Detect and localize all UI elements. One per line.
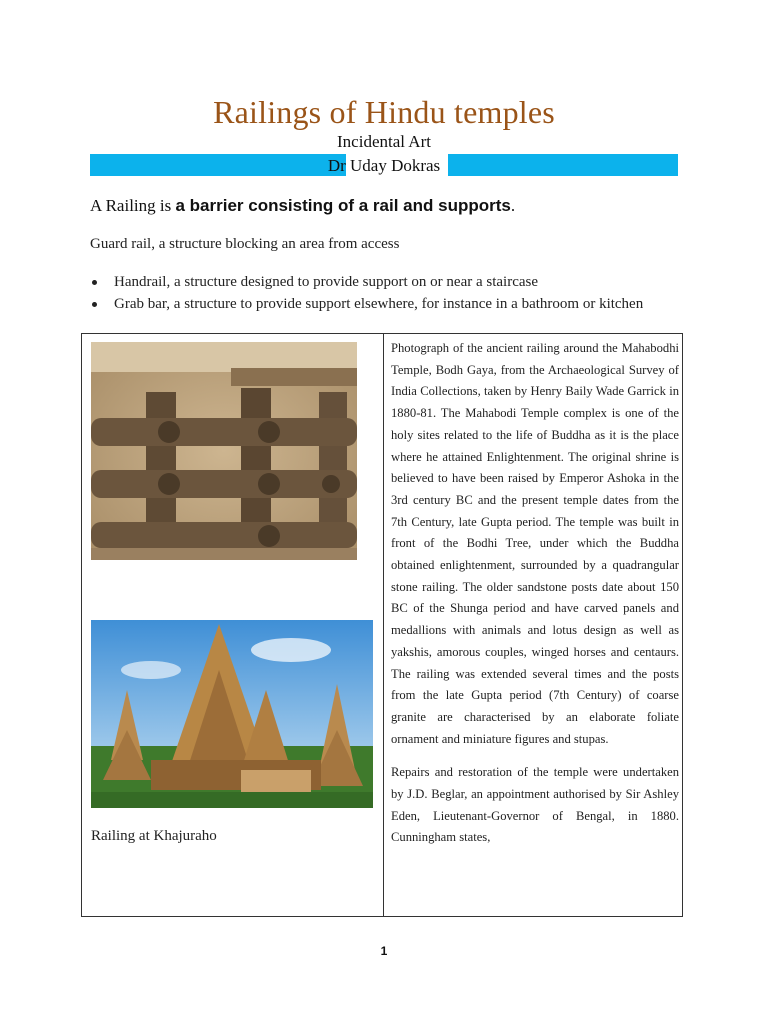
page-number: 1: [380, 944, 388, 958]
railing-types-list: [90, 272, 670, 316]
paragraph: Repairs and restoration of the temple were undertaken by J.D. Beglar, an appointment authorised by Sir Ashley Eden, Lieutenant-Governor of Bengal, in 1880. Cunningham states,: [391, 765, 679, 845]
document-title: Railings of Hindu temples: [213, 94, 555, 130]
guard-rail-text: Guard rail, a structure blocking an area from access: [90, 236, 400, 252]
definition-bold: a barrier consisting of a rail and supports: [175, 196, 511, 215]
definition-suffix: .: [510, 196, 516, 215]
table-body-text: [391, 338, 679, 861]
author-name: Dr Uday Dokras: [327, 156, 441, 175]
content-table: [81, 333, 683, 917]
khajuraho-temple-photo: [91, 620, 373, 808]
list-item: Handrail, a structure designed to provide support on or near a staircase: [90, 272, 670, 292]
table-column-divider: [383, 334, 384, 916]
photo-caption: Railing at Khajuraho: [91, 828, 217, 844]
definition-prefix: A Railing is: [90, 196, 176, 215]
document-subtitle: Incidental Art: [337, 132, 431, 151]
list-item: Grab bar, a structure to provide support elsewhere, for instance in a bathroom or kitchen: [90, 294, 670, 314]
mahabodhi-railing-photo: [91, 342, 357, 560]
railing-definition: [90, 196, 515, 216]
paragraph: Photograph of the ancient railing around the Mahabodhi Temple, Bodh Gaya, from the Archaeological Survey of India Collections, taken by Henry Baily Wade Garrick in 1880-81. The Mahabodi Temple complex is one of the holy sites related to the life of Buddha as it is the place where he attained Enlightenment. The original shrine is believed to have been raised by Emperor Ashoka in the 3rd century BC and the present temple dates from the 7th Century, late Gupta period. The temple was built in front of the Bodhi Tree, under which the Buddha obtained enlightenment, surrounded by a quadrangular stone railing. The older sandstone posts date about 150 BC of the Shunga period and have carved panels and medallions with animals and lotus design as well as yakshis, amorous couples, winged horses and centaurs. The railing was extended several times and the posts from the late Gupta period (7th Century) of coarse granite are characterised by an elaborate foliate ornament and miniature figures and stupas.: [391, 341, 679, 746]
